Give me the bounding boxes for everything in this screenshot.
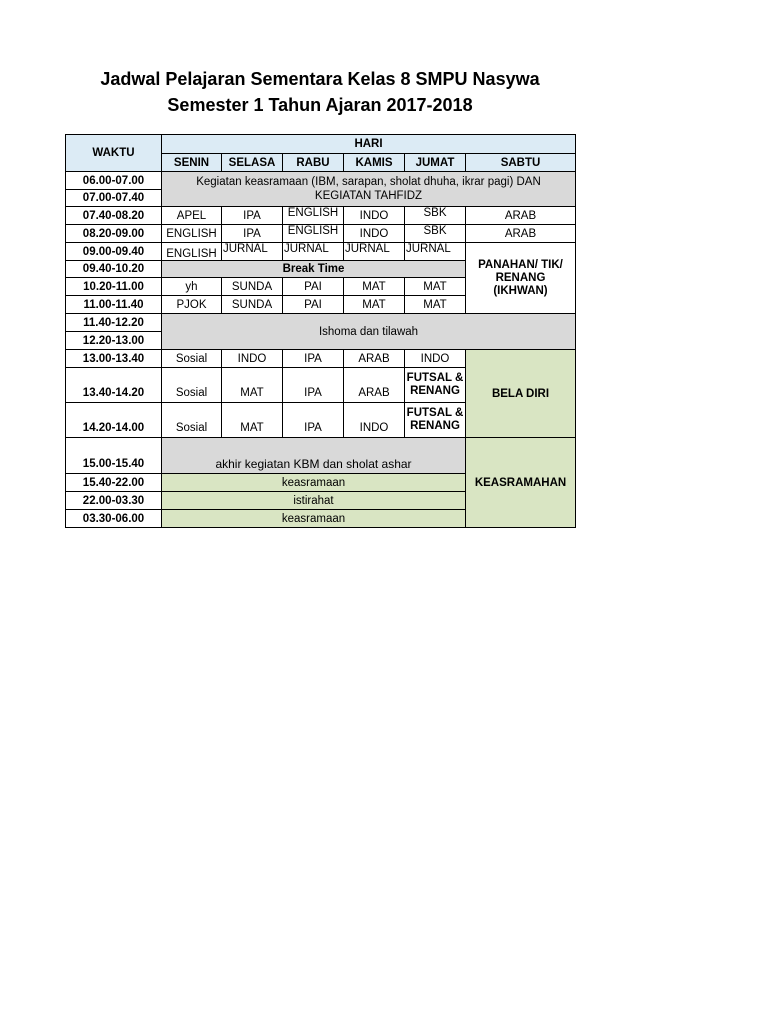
time-cell: 07.40-08.20 [66, 207, 162, 225]
lesson-cell: APEL [162, 207, 222, 225]
time-cell: 09.40-10.20 [66, 261, 162, 278]
day-header-senin: SENIN [162, 154, 222, 172]
istirahat-cell: istirahat [162, 492, 466, 510]
time-cell: 09.00-09.40 [66, 243, 162, 261]
lesson-cell: ENGLISH [283, 225, 344, 243]
time-cell: 11.40-12.20 [66, 314, 162, 332]
break-time-cell: Break Time [162, 261, 466, 278]
lesson-cell: ARAB [344, 368, 405, 403]
lesson-cell: SUNDA [222, 296, 283, 314]
page-subtitle: Semester 1 Tahun Ajaran 2017-2018 [167, 95, 473, 115]
lesson-cell: IPA [222, 207, 283, 225]
waktu-header: WAKTU [66, 135, 162, 172]
lesson-cell: INDO [405, 350, 466, 368]
time-cell: 08.20-09.00 [66, 225, 162, 243]
lesson-cell: JURNAL [344, 243, 405, 261]
lesson-cell: yh [162, 278, 222, 296]
lesson-cell: IPA [283, 368, 344, 403]
time-cell: 15.00-15.40 [66, 438, 162, 474]
time-cell: 03.30-06.00 [66, 510, 162, 528]
lesson-cell: MAT [344, 278, 405, 296]
lesson-cell: INDO [344, 225, 405, 243]
table-row [66, 225, 576, 243]
day-header-rabu: RABU [283, 154, 344, 172]
lesson-cell: FUTSAL & RENANG [405, 368, 466, 403]
keasramaan-cell: keasramaan [162, 510, 466, 528]
akhir-kegiatan-cell: akhir kegiatan KBM dan sholat ashar [162, 438, 466, 474]
table-row [66, 207, 576, 225]
page-title: Jadwal Pelajaran Sementara Kelas 8 SMPU Nasywa [100, 69, 540, 89]
time-cell: 07.00-07.40 [66, 190, 162, 207]
time-cell: 13.00-13.40 [66, 350, 162, 368]
lesson-cell: INDO [344, 207, 405, 225]
day-header-jumat: JUMAT [405, 154, 466, 172]
time-cell: 06.00-07.00 [66, 172, 162, 190]
day-header-sabtu: SABTU [466, 154, 576, 172]
day-header-selasa: SELASA [222, 154, 283, 172]
lesson-cell: MAT [405, 278, 466, 296]
table-row [66, 314, 576, 332]
ishoma-cell: Ishoma dan tilawah [162, 314, 576, 350]
lesson-cell: IPA [283, 403, 344, 438]
lesson-cell: IPA [222, 225, 283, 243]
table-row [66, 438, 576, 474]
lesson-cell: MAT [344, 296, 405, 314]
time-cell: 11.00-11.40 [66, 296, 162, 314]
lesson-cell: SBK [405, 225, 466, 243]
lesson-cell: Sosial [162, 368, 222, 403]
lesson-cell: SUNDA [222, 278, 283, 296]
lesson-cell: ENGLISH [162, 243, 222, 261]
schedule-table [65, 134, 576, 528]
lesson-cell: ARAB [466, 207, 576, 225]
lesson-cell: PJOK [162, 296, 222, 314]
lesson-cell: INDO [344, 403, 405, 438]
time-cell: 12.20-13.00 [66, 332, 162, 350]
lesson-cell: JURNAL [283, 243, 344, 261]
keasramaan-cell: keasramaan [162, 474, 466, 492]
lesson-cell: MAT [222, 368, 283, 403]
lesson-cell: INDO [222, 350, 283, 368]
sabtu-panahan-cell: PANAHAN/ TIK/ RENANG (IKHWAN) [466, 243, 576, 314]
lesson-cell: FUTSAL & RENANG [405, 403, 466, 438]
lesson-cell: SBK [405, 207, 466, 225]
lesson-cell: PAI [283, 278, 344, 296]
lesson-cell: ENGLISH [162, 225, 222, 243]
lesson-cell: PAI [283, 296, 344, 314]
lesson-cell: ARAB [344, 350, 405, 368]
time-cell: 15.40-22.00 [66, 474, 162, 492]
lesson-cell: JURNAL [222, 243, 283, 261]
lesson-cell: MAT [405, 296, 466, 314]
sabtu-keasramahan-cell: KEASRAMAHAN [466, 438, 576, 528]
lesson-cell: IPA [283, 350, 344, 368]
day-header-kamis: KAMIS [344, 154, 405, 172]
lesson-cell: Sosial [162, 403, 222, 438]
lesson-cell: ARAB [466, 225, 576, 243]
lesson-cell: JURNAL [405, 243, 466, 261]
table-row [66, 172, 576, 190]
table-row [66, 350, 576, 368]
table-row [66, 243, 576, 261]
lesson-cell: Sosial [162, 350, 222, 368]
time-cell: 14.20-14.00 [66, 403, 162, 438]
lesson-cell: ENGLISH [283, 207, 344, 225]
hari-header: HARI [162, 135, 576, 154]
morning-activity-cell: Kegiatan keasramaan (IBM, sarapan, sholat dhuha, ikrar pagi) DAN KEGIATAN TAHFIDZ [162, 172, 576, 207]
sabtu-bela-diri-cell: BELA DIRI [466, 350, 576, 438]
time-cell: 22.00-03.30 [66, 492, 162, 510]
time-cell: 13.40-14.20 [66, 368, 162, 403]
time-cell: 10.20-11.00 [66, 278, 162, 296]
lesson-cell: MAT [222, 403, 283, 438]
